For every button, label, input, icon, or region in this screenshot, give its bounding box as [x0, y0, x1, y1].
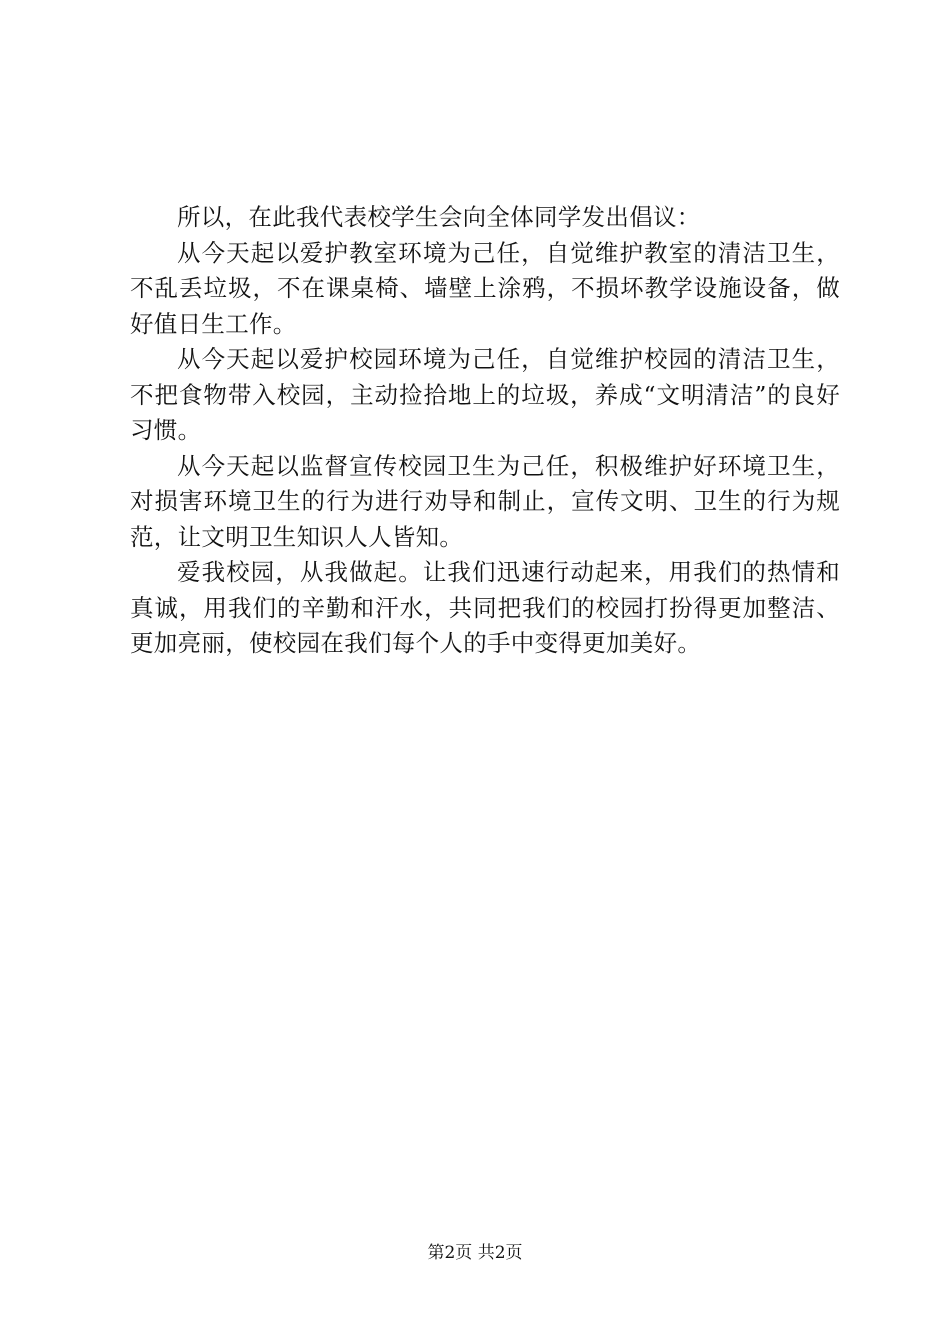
paragraph-campus: 从今天起以爱护校园环境为己任，自觉维护校园的清洁卫生，不把食物带入校园，主动捡拾地上的垃圾，养成“文明清洁”的良好习惯。 — [130, 345, 840, 444]
paragraph-closing: 爱我校园，从我做起。让我们迅速行动起来，用我们的热情和真诚，用我们的辛勤和汗水，共同把我们的校园打扮得更加整洁、更加亮丽，使校园在我们每个人的手中变得更加美好。 — [130, 558, 840, 657]
paragraph-proposal-intro: 所以，在此我代表校学生会向全体同学发出倡议： — [177, 203, 701, 231]
page-number-footer: 第2页 共2页 — [427, 1243, 523, 1263]
document-body — [130, 200, 840, 662]
paragraph-supervision: 从今天起以监督宣传校园卫生为己任，积极维护好环境卫生，对损害环境卫生的行为进行劝导和制止，宣传文明、卫生的行为规范，让文明卫生知识人人皆知。 — [130, 451, 840, 551]
paragraph-classroom: 从今天起以爱护教室环境为己任，自觉维护教室的清洁卫生，不乱丢垃圾，不在课桌椅、墙壁上涂鸦，不损坏教学设施设备，做好值日生工作。 — [130, 238, 840, 338]
